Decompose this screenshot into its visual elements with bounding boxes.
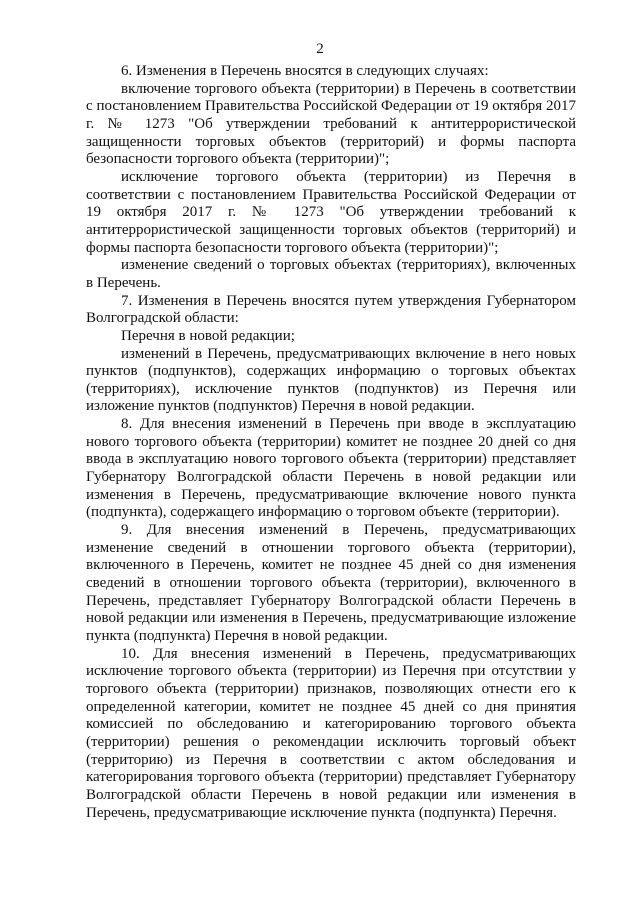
paragraph-8: 8. Для внесения изменений в Перечень при вводе в эксплуатацию нового торгового объекта (территории) комитет не позднее 20 дней со дня ввода в эксплуатацию нового торгового объекта (территории) представляет Губернатору Волгоградской области Перечень в новой редакции или изменения в Перечень, предусматривающие включение нового пункта (подпункта), содержащего информацию о торговом объекте (территории).: [86, 416, 576, 521]
paragraph-6-change: изменение сведений о торговых объектах (территориях), включенных в Перечень.: [86, 257, 576, 291]
paragraph-9: 9. Для внесения изменений в Перечень, предусматривающих изменение сведений в отношении торгового объекта (территории), включенного в Перечень, комитет не позднее 45 дней со дня изменения сведений в отношении торгового объекта (территории), включенного в Перечень, представляет Губернатору Волгоградской области Перечень в новой редакции или изменения в Перечень, предусматривающие изложение пункта (подпункта) Перечня в новой редакции.: [86, 522, 576, 644]
paragraph-7: 7. Изменения в Перечень вносятся путем утверждения Губернатором Волгоградской области:: [86, 292, 576, 327]
paragraph-10: 10. Для внесения изменений в Перечень, предусматривающих исключение торгового объекта (территории) из Перечня при отсутствии у торгового объекта (территории) признаков, позволяющих отнести его к определенной категории, комитет не позднее 45 дней со дня принятия комиссией по обследованию и категорированию торгового объекта (территории) решения о рекомендации исключить торговый объект (территорию) из Перечня в соответствии с актом обследования и категорирования торгового объекта (территории) представляет Губернатору Волгоградской области Перечень в новой редакции или изменения в Перечень, предусматривающие исключение пункта (подпункта) Перечня.: [86, 645, 576, 821]
paragraph-6-exclusion: исключение торгового объекта (территории) из Перечня в соответствии с постановлением Правительства Российской Федерации от 19 октября 2017 г. № 1273 "Об утверждении требований к антитеррористической защищенности торговых объектов (территорий) и формы паспорта безопасности торгового объекта (территории)";: [86, 168, 576, 256]
paragraph-7-new-edition: Перечня в новой редакции;: [121, 327, 295, 344]
document-body: [86, 63, 576, 822]
paragraph-6-inclusion: включение торгового объекта (территории) в Перечень в соответствии с постановлением Правительства Российской Федерации от 19 октября 2017 г. № 1273 "Об утверждении требований к антитеррористической защищенности торговых объектов (территорий) и формы паспорта безопасности торгового объекта (территории)";: [86, 80, 576, 168]
paragraph-6: 6. Изменения в Перечень вносятся в следующих случаях:: [121, 63, 489, 79]
page-number: 2: [316, 41, 324, 57]
paragraph-7-changes: изменений в Перечень, предусматривающих включение в него новых пунктов (подпунктов), содержащих информацию о торговых объектах (территориях), исключение пунктов (подпунктов) из Перечня или изложение пунктов (подпунктов) Перечня в новой редакции.: [86, 345, 576, 415]
